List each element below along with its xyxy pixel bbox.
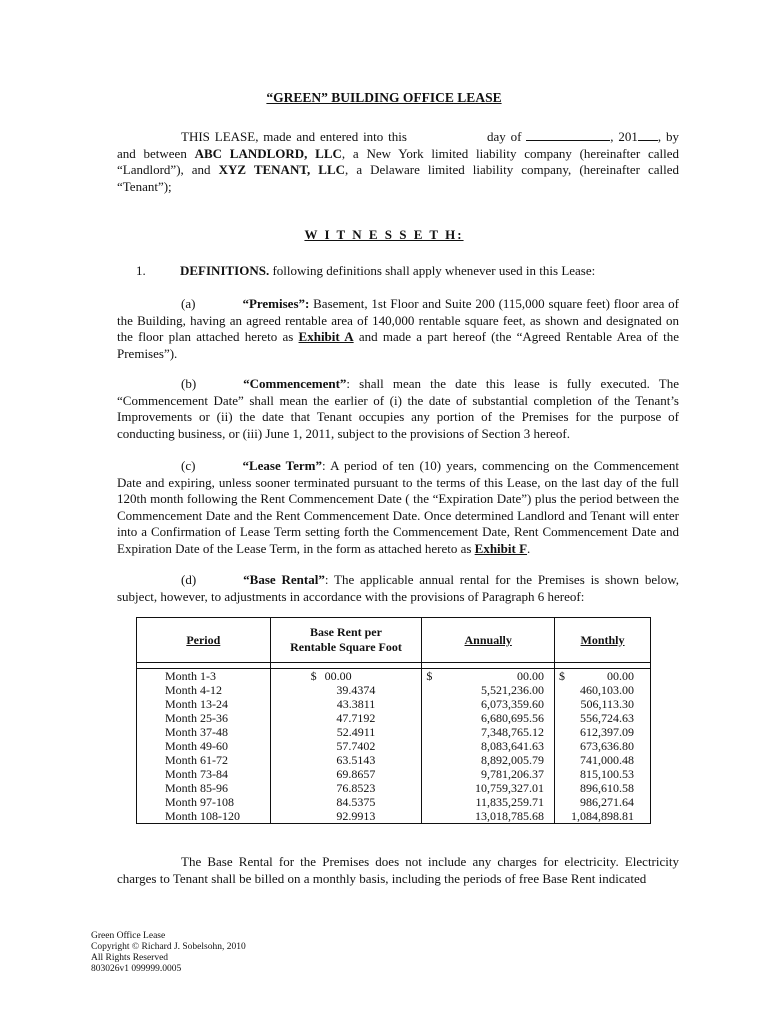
base-rental-term: “Base Rental”	[243, 572, 325, 587]
base-rent-table	[136, 617, 651, 824]
cell-period: Month 13-24	[137, 697, 271, 711]
table-row	[137, 739, 651, 753]
table-row	[137, 697, 651, 711]
intro-year: , 201	[610, 129, 638, 144]
currency-symbol: $	[310, 669, 317, 683]
day-blank	[526, 128, 610, 141]
cell-period: Month 97-108	[137, 795, 271, 809]
landlord-name: ABC LANDLORD, LLC	[194, 145, 342, 161]
cell-period: Month 25-36	[137, 711, 271, 725]
page-footer	[91, 931, 246, 975]
exhibit-f-link: Exhibit F	[474, 540, 528, 556]
table-header-row	[137, 618, 651, 663]
commencement-term: “Commencement”	[243, 376, 347, 391]
table-row	[137, 711, 651, 725]
cell-annually: 13,018,785.68	[422, 809, 555, 824]
cell-period: Month 37-48	[137, 725, 271, 739]
lease-term-paragraph: (c) “Lease Term”: A period of ten (10) years, commencing on the Commencement Date and expiring, unless sooner terminated pursuant to the terms of this Lease, on the last day of the full 120th month following the Rent Commencement Date ( the “Expiration Date”) plus the period between the Commencement Date and the Rent Commencement Date. Once determined Landlord and Tenant will enter into a Confirmation of Lease Term setting forth the Commencement Date, Rent Commencement Date and Expiration Date of the Lease Term, in the form as attached hereto as Exhibit F.	[117, 458, 679, 556]
cell-monthly: 986,271.64	[555, 795, 651, 809]
cell-monthly: 741,000.48	[555, 753, 651, 767]
premises-term: “Premises”:	[242, 296, 310, 311]
after-table-paragraph: The Base Rental for the Premises does not include any charges for electricity. Electricity charges to Tenant shall be billed on a monthly basis, including the periods of free Base Rent indicated	[117, 854, 679, 886]
cell-monthly: $ 00.00	[555, 669, 651, 684]
cell-annually: 9,781,206.37	[422, 767, 555, 781]
table-row	[137, 781, 651, 795]
cell-annually: 8,892,005.79	[422, 753, 555, 767]
intro-paragraph: THIS LEASE, made and entered into this day of , 201 , by and between ABC LANDLORD, LLC, a New York limited liability company (hereinafter called “Landlord”), and XYZ TENANT, LLC, a Delaware limited liability company, (hereinafter called “Tenant”);	[117, 129, 680, 194]
cell-period: Month 61-72	[137, 753, 271, 767]
cell-period: Month 4-12	[137, 683, 271, 697]
cell-rate: 92.9913	[270, 809, 422, 824]
cell-rate: 39.4374	[270, 683, 422, 697]
footer-line: All Rights Reserved	[91, 953, 169, 963]
section-number: 1.	[136, 263, 146, 278]
header-annually: Annually	[422, 618, 555, 663]
cell-annually: 8,083,641.63	[422, 739, 555, 753]
table-row	[137, 725, 651, 739]
table-row	[137, 753, 651, 767]
table-row	[137, 683, 651, 697]
table-row	[137, 795, 651, 809]
exhibit-a-link: Exhibit A	[298, 329, 354, 344]
premises-paragraph: (a) “Premises”: Basement, 1st Floor and Suite 200 (115,000 square feet) floor area of the Building, having an agreed rentable area of 140,000 rentable square feet, as shown and designated on the floor plan attached hereto as Exhibit A and made a part hereof (the “Agreed Rentable Area of the Premises”).	[117, 296, 679, 361]
cell-monthly: 506,113.30	[555, 697, 651, 711]
cell-rate: 63.5143	[270, 753, 422, 767]
cell-monthly: 1,084,898.81	[555, 809, 651, 824]
header-monthly: Monthly	[555, 618, 651, 663]
cell-period: Month 85-96	[137, 781, 271, 795]
cell-period: Month 1-3	[137, 669, 271, 684]
definitions-intro: DEFINITIONS. following definitions shall apply whenever used in this Lease:	[180, 263, 596, 278]
cell-rate: 69.8657	[270, 767, 422, 781]
cell-rate: 52.4911	[270, 725, 422, 739]
cell-annually: 11,835,259.71	[422, 795, 555, 809]
footer-line: 803026v1 099999.0005	[91, 964, 182, 974]
intro-lead: THIS LEASE, made and entered into this	[181, 129, 407, 144]
definitions-heading: DEFINITIONS.	[180, 263, 270, 278]
cell-monthly: 815,100.53	[555, 767, 651, 781]
cell-monthly: 896,610.58	[555, 781, 651, 795]
cell-rate: 43.3811	[270, 697, 422, 711]
cell-annually: 5,521,236.00	[422, 683, 555, 697]
table-body	[137, 663, 651, 824]
cell-monthly: 673,636.80	[555, 739, 651, 753]
table-row	[137, 809, 651, 824]
year-blank	[638, 128, 658, 141]
cell-annually: 6,073,359.60	[422, 697, 555, 711]
cell-annually: 10,759,327.01	[422, 781, 555, 795]
lease-term-term: “Lease Term”	[242, 458, 323, 473]
cell-rate: $ 00.00	[270, 669, 422, 684]
document-title: “GREEN” BUILDING OFFICE LEASE	[266, 90, 502, 105]
footer-line: Copyright © Richard J. Sobelsohn, 2010	[91, 942, 246, 952]
cell-monthly: 556,724.63	[555, 711, 651, 725]
cell-rate: 47.7192	[270, 711, 422, 725]
cell-annually: 7,348,765.12	[422, 725, 555, 739]
witnesseth-heading: W I T N E S S E T H:	[304, 227, 464, 242]
cell-annually: 6,680,695.56	[422, 711, 555, 725]
cell-period: Month 73-84	[137, 767, 271, 781]
cell-annually: $ 00.00	[422, 669, 555, 684]
table-row	[137, 669, 651, 684]
cell-rate: 57.7402	[270, 739, 422, 753]
currency-symbol: $	[559, 669, 566, 683]
currency-symbol: $	[426, 669, 433, 683]
commencement-paragraph: (b) “Commencement”: shall mean the date this lease is fully executed. The “Commencement Date” shall mean the earlier of (i) the date of substantial completion of the Tenant’s Improvements or (ii) the date that Tenant occupies any portion of the Premises for the purpose of conducting business, or (iii) June 1, 2011, subject to the provisions of Section 3 hereof.	[117, 376, 679, 441]
intro-day-of: day of	[486, 129, 522, 144]
cell-monthly: 460,103.00	[555, 683, 651, 697]
cell-rate: 76.8523	[270, 781, 422, 795]
cell-period: Month 49-60	[137, 739, 271, 753]
cell-monthly: 612,397.09	[555, 725, 651, 739]
cell-rate: 84.5375	[270, 795, 422, 809]
base-rental-paragraph: (d) “Base Rental”: The applicable annual rental for the Premises is shown below, subject, however, to adjustments in accordance with the provisions of Paragraph 6 hereof:	[117, 572, 679, 604]
cell-period: Month 108-120	[137, 809, 271, 824]
header-rate: Base Rent per Rentable Square Foot	[270, 618, 422, 663]
footer-line: Green Office Lease	[91, 931, 166, 941]
header-period: Period	[137, 618, 271, 663]
table-row	[137, 767, 651, 781]
tenant-name: XYZ TENANT, LLC	[218, 162, 346, 177]
